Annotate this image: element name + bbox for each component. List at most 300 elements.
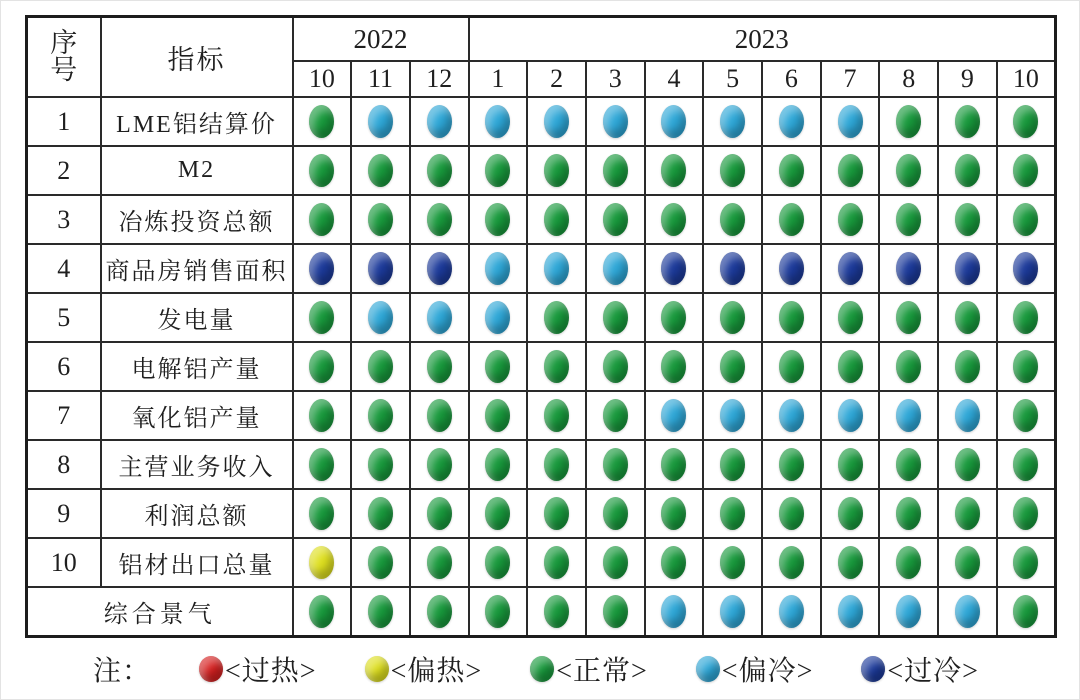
- dot-cell: [703, 293, 762, 342]
- normal-dot: [368, 448, 393, 481]
- dot-cell: [997, 146, 1056, 195]
- dot-cell: [293, 195, 352, 244]
- dot-cell: [410, 391, 469, 440]
- dot-cell: [938, 146, 997, 195]
- legend-item: [530, 649, 648, 689]
- cool-dot: [427, 105, 452, 138]
- dot-cell: [351, 342, 410, 391]
- dot-cell: [469, 587, 528, 637]
- legend-prefix: 注：: [93, 656, 152, 687]
- dot-cell: [821, 587, 880, 637]
- normal-dot: [368, 399, 393, 432]
- normal-dot: [779, 350, 804, 383]
- normal-dot: [896, 497, 921, 530]
- dot-cell: [938, 244, 997, 293]
- normal-dot: [955, 546, 980, 579]
- normal-dot: [485, 203, 510, 236]
- dot-cell: [938, 97, 997, 146]
- cool-dot: [838, 595, 863, 628]
- dot-cell: [527, 146, 586, 195]
- dot-cell: [645, 391, 704, 440]
- month-header: 4: [645, 61, 704, 97]
- normal-dot: [485, 399, 510, 432]
- dot-cell: [586, 587, 645, 637]
- indicator-cell: 主营业务收入: [101, 440, 293, 489]
- indicator-cell: 商品房销售面积: [101, 244, 293, 293]
- normal-dot: [838, 448, 863, 481]
- dot-cell: [879, 195, 938, 244]
- dot-cell: [879, 538, 938, 587]
- normal-dot: [661, 350, 686, 383]
- normal-dot: [309, 154, 334, 187]
- normal-dot: [896, 350, 921, 383]
- dot-cell: [762, 146, 821, 195]
- row-number-cell: 8: [27, 440, 101, 489]
- indicator-cell: 氧化铝产量: [101, 391, 293, 440]
- overcooled-dot: [955, 252, 980, 285]
- indicator-cell: 冶炼投资总额: [101, 195, 293, 244]
- cool-dot: [720, 399, 745, 432]
- overcooled-dot: [720, 252, 745, 285]
- dot-cell: [821, 293, 880, 342]
- dot-cell: [351, 440, 410, 489]
- indicator-cell: 综合景气: [27, 587, 293, 637]
- indicator-cell: LME铝结算价: [101, 97, 293, 146]
- dot-cell: [586, 342, 645, 391]
- dot-cell: [997, 244, 1056, 293]
- normal-dot: [838, 350, 863, 383]
- month-header: 2: [527, 61, 586, 97]
- cool-dot: [779, 105, 804, 138]
- normal-dot: [368, 546, 393, 579]
- normal-dot: [603, 203, 628, 236]
- dot-cell: [997, 293, 1056, 342]
- normal-dot: [309, 448, 334, 481]
- cool-dot: [544, 105, 569, 138]
- normal-dot: [530, 656, 554, 682]
- normal-dot: [661, 203, 686, 236]
- cool-dot: [368, 301, 393, 334]
- dot-cell: [469, 342, 528, 391]
- normal-dot: [661, 301, 686, 334]
- dot-cell: [586, 391, 645, 440]
- dot-cell: [762, 440, 821, 489]
- legend-label: <正常>: [556, 656, 648, 687]
- normal-dot: [427, 154, 452, 187]
- dot-cell: [645, 440, 704, 489]
- dot-cell: [762, 489, 821, 538]
- dot-cell: [703, 244, 762, 293]
- cool-dot: [720, 105, 745, 138]
- warm-dot: [365, 656, 389, 682]
- dot-cell: [469, 195, 528, 244]
- normal-dot: [544, 203, 569, 236]
- normal-dot: [1013, 546, 1038, 579]
- month-header: 12: [410, 61, 469, 97]
- month-header: 8: [879, 61, 938, 97]
- dot-cell: [645, 587, 704, 637]
- cool-dot: [661, 105, 686, 138]
- prosperity-table: [25, 15, 1057, 638]
- dot-cell: [938, 538, 997, 587]
- normal-dot: [368, 154, 393, 187]
- table-row: [27, 391, 1056, 440]
- dot-cell: [645, 146, 704, 195]
- legend-label: <过冷>: [887, 656, 979, 687]
- table-row: [27, 489, 1056, 538]
- normal-dot: [720, 448, 745, 481]
- cool-dot: [720, 595, 745, 628]
- dot-cell: [293, 391, 352, 440]
- normal-dot: [544, 595, 569, 628]
- normal-dot: [720, 154, 745, 187]
- row-number-cell: 9: [27, 489, 101, 538]
- year-header-row: [27, 17, 1056, 62]
- normal-dot: [955, 203, 980, 236]
- dot-cell: [762, 244, 821, 293]
- normal-dot: [368, 350, 393, 383]
- dot-cell: [821, 244, 880, 293]
- normal-dot: [368, 497, 393, 530]
- dot-cell: [469, 391, 528, 440]
- table-row: [27, 97, 1056, 146]
- dot-cell: [879, 97, 938, 146]
- dot-cell: [586, 146, 645, 195]
- dot-cell: [938, 489, 997, 538]
- dot-cell: [821, 195, 880, 244]
- dot-cell: [469, 293, 528, 342]
- normal-dot: [544, 497, 569, 530]
- normal-dot: [838, 497, 863, 530]
- dot-cell: [821, 440, 880, 489]
- normal-dot: [779, 448, 804, 481]
- normal-dot: [485, 546, 510, 579]
- dot-cell: [351, 244, 410, 293]
- cool-dot: [955, 399, 980, 432]
- normal-dot: [661, 154, 686, 187]
- normal-dot: [1013, 399, 1038, 432]
- normal-dot: [896, 301, 921, 334]
- dot-cell: [293, 244, 352, 293]
- dot-cell: [410, 587, 469, 637]
- dot-cell: [351, 97, 410, 146]
- month-header: 10: [997, 61, 1056, 97]
- dot-cell: [469, 489, 528, 538]
- dot-cell: [469, 440, 528, 489]
- dot-cell: [527, 293, 586, 342]
- dot-cell: [586, 97, 645, 146]
- normal-dot: [427, 595, 452, 628]
- dot-cell: [410, 342, 469, 391]
- table-body: [27, 97, 1056, 637]
- dot-cell: [293, 293, 352, 342]
- dot-cell: [645, 538, 704, 587]
- dot-cell: [762, 342, 821, 391]
- dot-cell: [762, 293, 821, 342]
- table-row: [27, 244, 1056, 293]
- indicator-header-cell: 指标: [101, 17, 293, 98]
- normal-dot: [309, 595, 334, 628]
- dot-cell: [762, 97, 821, 146]
- dot-cell: [762, 587, 821, 637]
- normal-dot: [603, 497, 628, 530]
- indicator-cell: M2: [101, 146, 293, 195]
- row-number-cell: 5: [27, 293, 101, 342]
- normal-dot: [896, 203, 921, 236]
- dot-cell: [703, 489, 762, 538]
- row-number-cell: 6: [27, 342, 101, 391]
- normal-dot: [309, 203, 334, 236]
- dot-cell: [527, 440, 586, 489]
- normal-dot: [544, 301, 569, 334]
- dot-cell: [293, 440, 352, 489]
- indicator-cell: 铝材出口总量: [101, 538, 293, 587]
- dot-cell: [879, 244, 938, 293]
- legend-item: [696, 649, 814, 689]
- dot-cell: [527, 342, 586, 391]
- dot-cell: [469, 97, 528, 146]
- dot-cell: [938, 195, 997, 244]
- cool-dot: [661, 595, 686, 628]
- normal-dot: [1013, 105, 1038, 138]
- cool-dot: [838, 105, 863, 138]
- dot-cell: [703, 342, 762, 391]
- overcooled-dot: [896, 252, 921, 285]
- normal-dot: [838, 203, 863, 236]
- legend-label: <偏热>: [390, 656, 483, 687]
- row-number-cell: 1: [27, 97, 101, 146]
- dot-cell: [527, 391, 586, 440]
- overcooled-dot: [861, 656, 885, 682]
- normal-dot: [485, 595, 510, 628]
- normal-dot: [603, 546, 628, 579]
- dot-cell: [703, 587, 762, 637]
- dot-cell: [351, 293, 410, 342]
- overheated-dot: [199, 656, 223, 682]
- normal-dot: [661, 497, 686, 530]
- dot-cell: [997, 195, 1056, 244]
- normal-dot: [955, 105, 980, 138]
- cool-dot: [603, 252, 628, 285]
- dot-cell: [997, 391, 1056, 440]
- row-number-cell: 2: [27, 146, 101, 195]
- table-row: [27, 195, 1056, 244]
- month-header: 3: [586, 61, 645, 97]
- normal-dot: [779, 546, 804, 579]
- month-header: 6: [762, 61, 821, 97]
- table-wrap: [25, 15, 1057, 638]
- normal-dot: [896, 105, 921, 138]
- cool-dot: [896, 399, 921, 432]
- dot-cell: [938, 342, 997, 391]
- normal-dot: [955, 154, 980, 187]
- normal-dot: [427, 399, 452, 432]
- legend-item: [199, 649, 317, 689]
- dot-cell: [938, 440, 997, 489]
- dot-cell: [821, 146, 880, 195]
- dot-cell: [469, 244, 528, 293]
- dot-cell: [527, 538, 586, 587]
- dot-cell: [293, 97, 352, 146]
- dot-cell: [879, 587, 938, 637]
- dot-cell: [410, 97, 469, 146]
- warm-dot: [309, 546, 334, 579]
- dot-cell: [469, 146, 528, 195]
- normal-dot: [779, 301, 804, 334]
- dot-cell: [821, 489, 880, 538]
- corner-header-cell: [27, 17, 101, 98]
- month-header: 9: [938, 61, 997, 97]
- legend-items: [199, 649, 979, 689]
- dot-cell: [997, 489, 1056, 538]
- normal-dot: [485, 154, 510, 187]
- legend-item: [365, 649, 483, 689]
- dot-cell: [703, 440, 762, 489]
- table-row: [27, 146, 1056, 195]
- dot-cell: [410, 489, 469, 538]
- dot-cell: [938, 587, 997, 637]
- cool-dot: [955, 595, 980, 628]
- dot-cell: [351, 391, 410, 440]
- cool-dot: [485, 301, 510, 334]
- row-number-cell: 7: [27, 391, 101, 440]
- indicator-cell: 发电量: [101, 293, 293, 342]
- dot-cell: [762, 391, 821, 440]
- dot-cell: [821, 391, 880, 440]
- normal-dot: [779, 203, 804, 236]
- normal-dot: [720, 546, 745, 579]
- normal-dot: [368, 595, 393, 628]
- normal-dot: [1013, 595, 1038, 628]
- corner-line2: 号: [50, 55, 78, 85]
- legend-item: [861, 649, 979, 689]
- overcooled-dot: [368, 252, 393, 285]
- indicator-cell: 利润总额: [101, 489, 293, 538]
- normal-dot: [779, 497, 804, 530]
- normal-dot: [896, 448, 921, 481]
- normal-dot: [896, 546, 921, 579]
- dot-cell: [586, 538, 645, 587]
- table-row: [27, 293, 1056, 342]
- normal-dot: [720, 350, 745, 383]
- overcooled-dot: [661, 252, 686, 285]
- normal-dot: [720, 497, 745, 530]
- normal-dot: [720, 301, 745, 334]
- normal-dot: [427, 546, 452, 579]
- normal-dot: [309, 399, 334, 432]
- cool-dot: [485, 105, 510, 138]
- dot-cell: [527, 489, 586, 538]
- dot-cell: [997, 97, 1056, 146]
- overcooled-dot: [838, 252, 863, 285]
- normal-dot: [838, 546, 863, 579]
- table-header: [27, 17, 1056, 98]
- dot-cell: [527, 587, 586, 637]
- cool-dot: [661, 399, 686, 432]
- cool-dot: [427, 301, 452, 334]
- dot-cell: [762, 538, 821, 587]
- normal-dot: [955, 301, 980, 334]
- dot-cell: [410, 293, 469, 342]
- normal-dot: [544, 546, 569, 579]
- normal-dot: [603, 301, 628, 334]
- normal-dot: [544, 350, 569, 383]
- corner-line1: 序: [50, 28, 78, 58]
- dot-cell: [821, 538, 880, 587]
- normal-dot: [779, 154, 804, 187]
- normal-dot: [1013, 497, 1038, 530]
- row-number-cell: 10: [27, 538, 101, 587]
- month-header: 10: [293, 61, 352, 97]
- dot-cell: [293, 146, 352, 195]
- normal-dot: [309, 497, 334, 530]
- dot-cell: [879, 146, 938, 195]
- dot-cell: [351, 587, 410, 637]
- normal-dot: [603, 399, 628, 432]
- cool-dot: [896, 595, 921, 628]
- dot-cell: [410, 195, 469, 244]
- normal-dot: [485, 350, 510, 383]
- dot-cell: [703, 146, 762, 195]
- dot-cell: [703, 195, 762, 244]
- dot-cell: [586, 244, 645, 293]
- month-header: 1: [469, 61, 528, 97]
- cool-dot: [779, 399, 804, 432]
- normal-dot: [485, 497, 510, 530]
- normal-dot: [544, 399, 569, 432]
- dot-cell: [410, 244, 469, 293]
- normal-dot: [544, 448, 569, 481]
- dot-cell: [586, 293, 645, 342]
- normal-dot: [368, 203, 393, 236]
- row-number-cell: 3: [27, 195, 101, 244]
- dot-cell: [703, 538, 762, 587]
- normal-dot: [427, 497, 452, 530]
- normal-dot: [661, 448, 686, 481]
- dot-cell: [997, 538, 1056, 587]
- dot-cell: [351, 146, 410, 195]
- dot-cell: [821, 97, 880, 146]
- dot-cell: [879, 489, 938, 538]
- dot-cell: [997, 440, 1056, 489]
- dot-cell: [469, 538, 528, 587]
- normal-dot: [603, 350, 628, 383]
- normal-dot: [1013, 154, 1038, 187]
- cool-dot: [603, 105, 628, 138]
- cool-dot: [485, 252, 510, 285]
- dot-cell: [879, 440, 938, 489]
- dot-cell: [645, 195, 704, 244]
- normal-dot: [1013, 350, 1038, 383]
- row-number-cell: 4: [27, 244, 101, 293]
- normal-dot: [544, 154, 569, 187]
- month-header: 5: [703, 61, 762, 97]
- dot-cell: [351, 195, 410, 244]
- table-row: [27, 587, 1056, 637]
- cool-dot: [696, 656, 720, 682]
- dot-cell: [762, 195, 821, 244]
- normal-dot: [838, 154, 863, 187]
- dot-cell: [879, 293, 938, 342]
- cool-dot: [838, 399, 863, 432]
- table-row: [27, 440, 1056, 489]
- legend-label: <过热>: [225, 656, 317, 687]
- dot-cell: [293, 538, 352, 587]
- normal-dot: [720, 203, 745, 236]
- dot-cell: [293, 342, 352, 391]
- month-header: 7: [821, 61, 880, 97]
- normal-dot: [1013, 301, 1038, 334]
